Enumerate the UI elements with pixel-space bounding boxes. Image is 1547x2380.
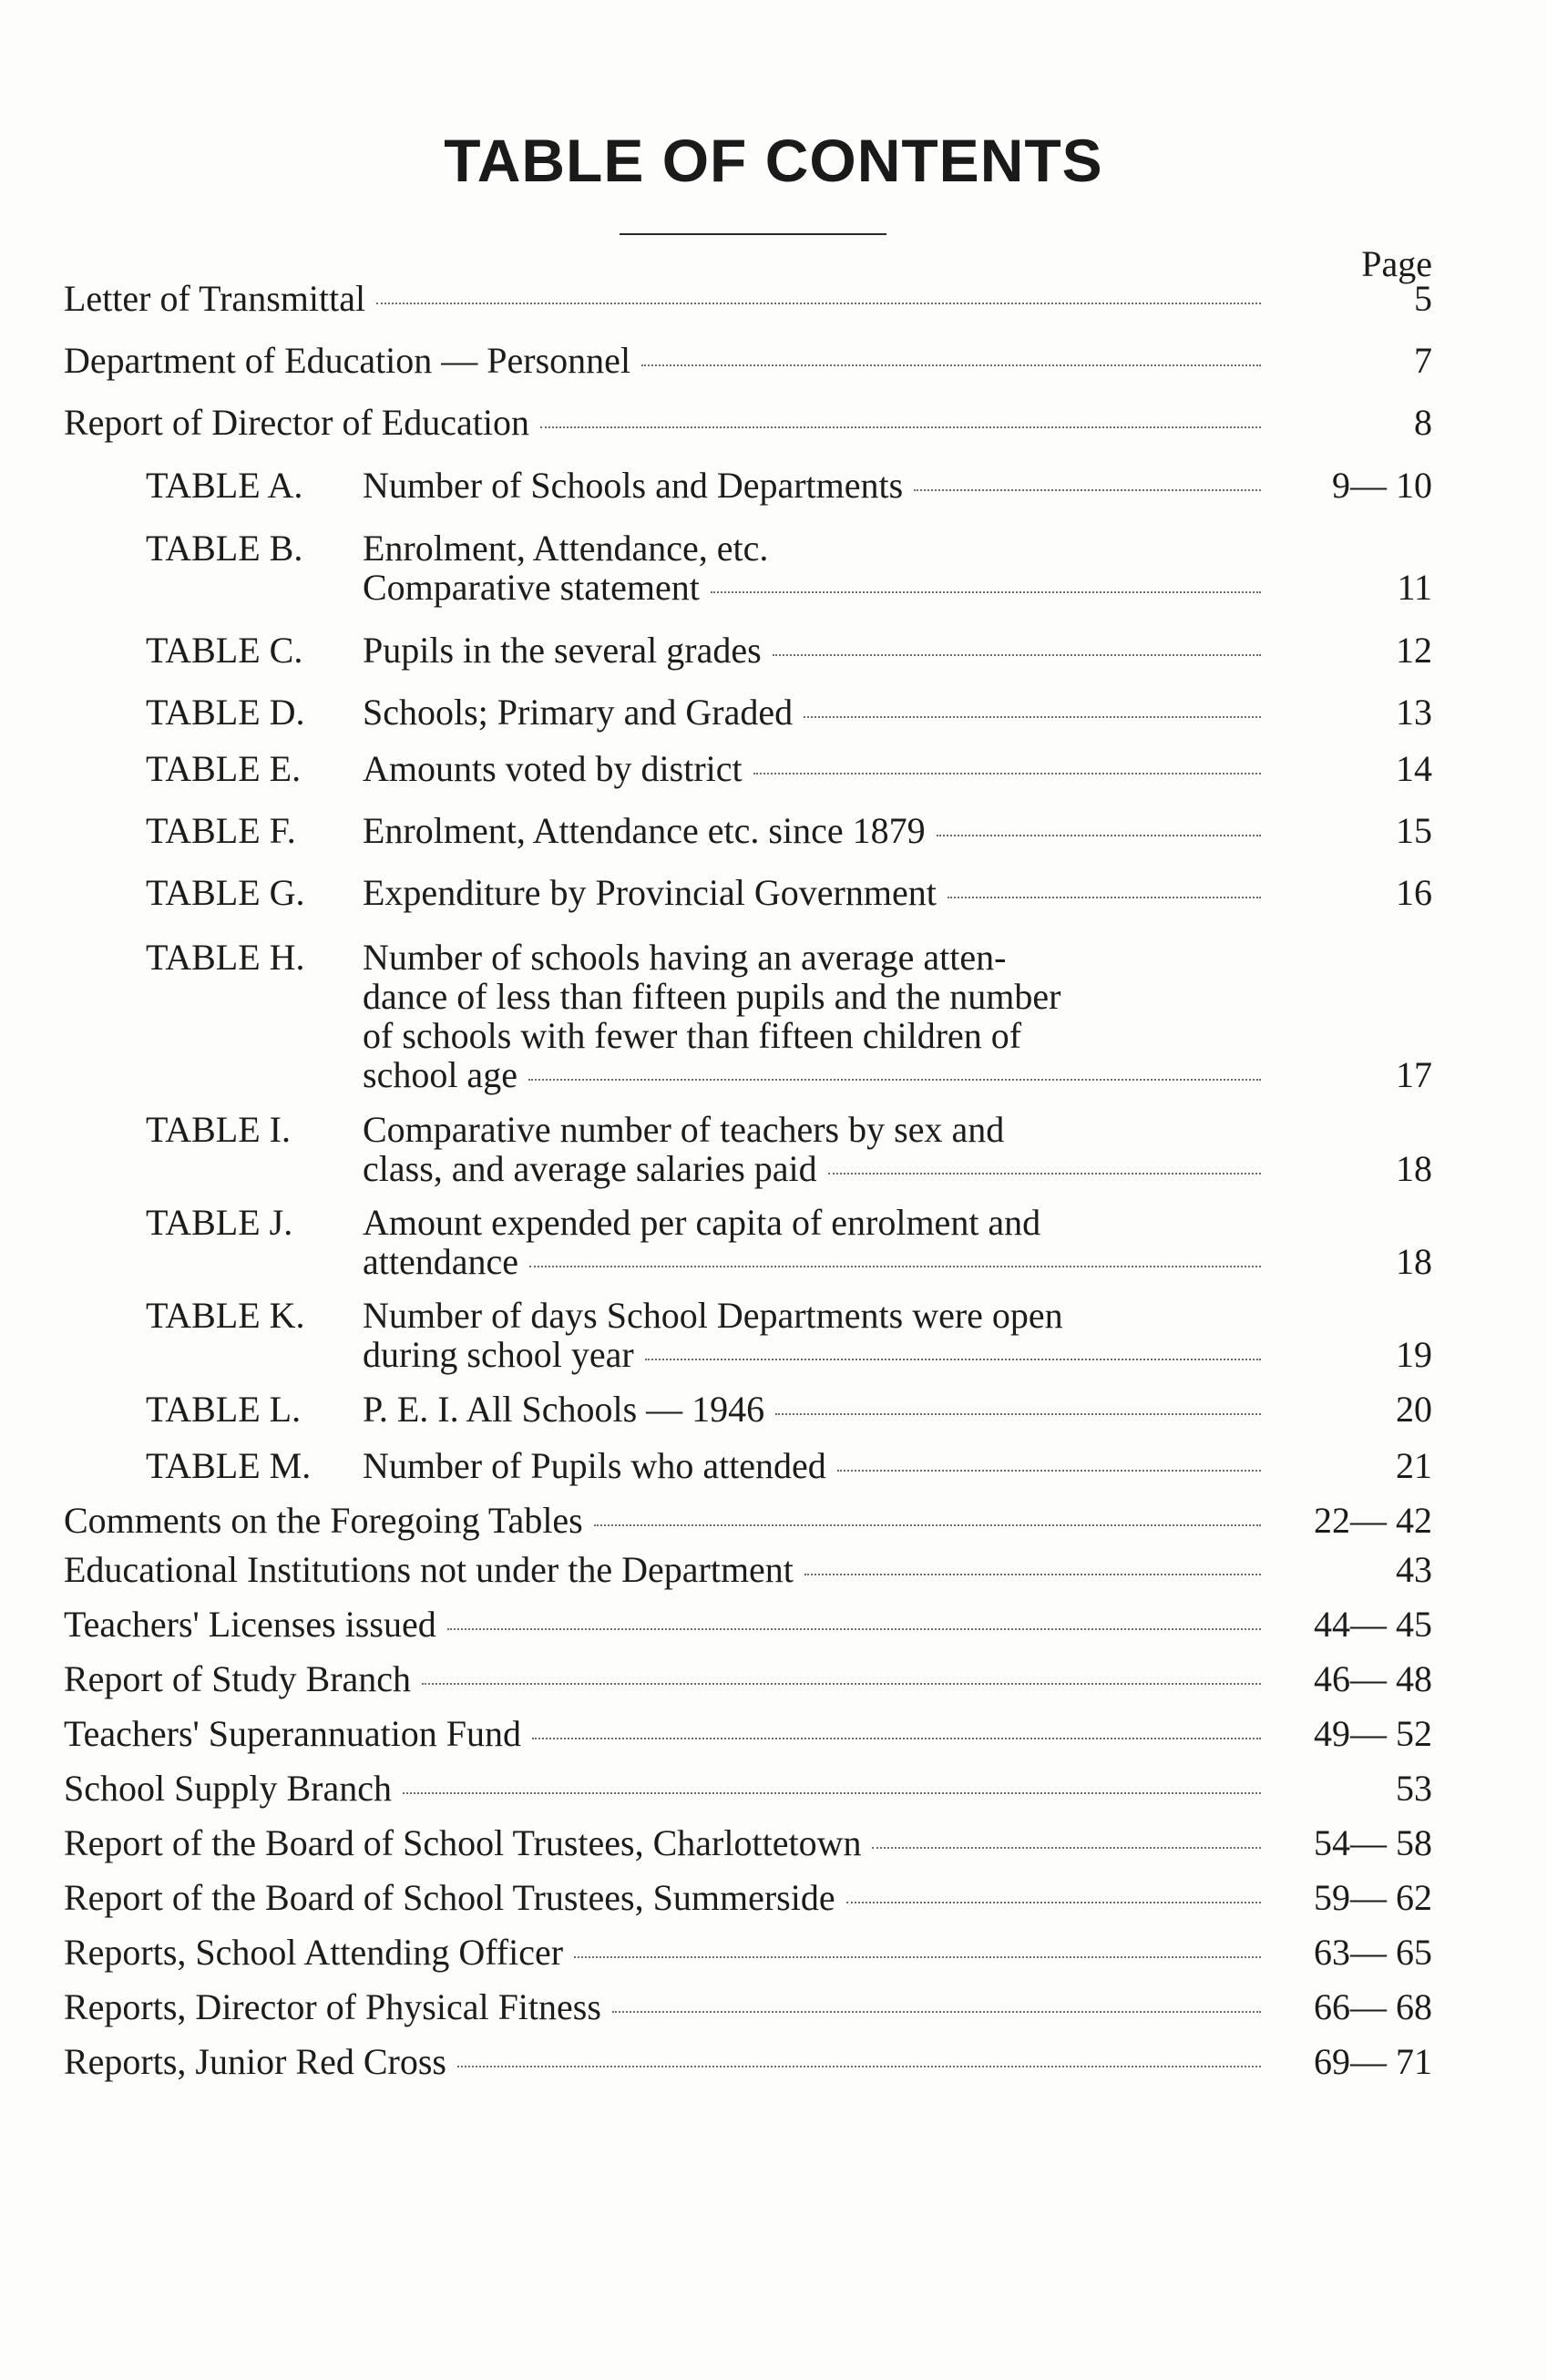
toc-entry-report-director[interactable] xyxy=(64,403,1432,442)
toc-entry-comments[interactable] xyxy=(64,1501,1432,1540)
table-label: TABLE C. xyxy=(146,630,303,671)
dot-leader xyxy=(422,1683,1261,1685)
table-title: Enrolment, Attendance etc. since 1879 xyxy=(363,810,926,851)
table-title: P. E. I. All Schools — 1946 xyxy=(363,1389,765,1430)
toc-entry-attending-officer[interactable] xyxy=(64,1933,1432,1972)
toc-entry-label: Teachers' Licenses issued xyxy=(64,1604,436,1645)
dot-leader xyxy=(828,1173,1261,1175)
toc-entry-label: Comments on the Foregoing Tables xyxy=(64,1500,583,1541)
toc-entry-page: 14 xyxy=(1396,748,1432,789)
toc-entry-physical-fitness[interactable] xyxy=(64,1987,1432,2026)
dot-leader xyxy=(711,591,1261,593)
table-title-line: Amount expended per capita of enrolment and xyxy=(363,1202,1041,1243)
table-title: Number of Schools and Departments xyxy=(363,465,904,506)
toc-table-l[interactable] xyxy=(146,1390,1432,1429)
dot-leader xyxy=(773,654,1261,656)
toc-entry-page: 8 xyxy=(1414,402,1432,443)
table-title-line: class, and average salaries paid xyxy=(363,1148,817,1189)
table-label: TABLE H. xyxy=(146,937,305,978)
toc-entry-trustees-summerside[interactable] xyxy=(64,1878,1432,1917)
dot-leader xyxy=(574,1956,1261,1958)
toc-table-j[interactable] xyxy=(146,1203,1432,1281)
table-title-line: Comparative statement xyxy=(363,567,700,608)
dot-leader xyxy=(804,716,1261,718)
toc-entry-label: Letter of Transmittal xyxy=(64,278,366,319)
table-title-line: attendance xyxy=(363,1241,518,1282)
toc-table-g[interactable] xyxy=(146,873,1432,912)
table-title-line: Enrolment, Attendance, etc. xyxy=(363,528,769,569)
toc-table-m[interactable] xyxy=(146,1446,1432,1485)
toc-entry-page: 53 xyxy=(1396,1768,1432,1809)
toc-table-c[interactable] xyxy=(146,631,1432,670)
toc-entry-page: 44— 45 xyxy=(1314,1604,1432,1645)
dot-leader xyxy=(846,1902,1261,1903)
toc-entry-trustees-charlottetown[interactable] xyxy=(64,1823,1432,1862)
toc-entry-page: 9— 10 xyxy=(1332,465,1432,506)
table-title-line: of schools with fewer than fifteen children of xyxy=(363,1015,1022,1056)
dot-leader xyxy=(753,773,1261,775)
toc-entry-label: Educational Institutions not under the Department xyxy=(64,1549,794,1590)
toc-entry-page: 18 xyxy=(1396,1148,1432,1189)
dot-leader xyxy=(872,1847,1261,1849)
toc-table-k[interactable] xyxy=(146,1296,1432,1374)
dot-leader xyxy=(403,1792,1261,1794)
toc-entry-page: 12 xyxy=(1396,630,1432,671)
table-label: TABLE G. xyxy=(146,872,305,913)
dot-leader xyxy=(641,364,1261,366)
toc-entry-junior-red-cross[interactable] xyxy=(64,2042,1432,2081)
toc-entry-page: 46— 48 xyxy=(1314,1658,1432,1699)
toc-table-i[interactable] xyxy=(146,1110,1432,1188)
dot-leader xyxy=(528,1079,1261,1081)
dot-leader xyxy=(837,1470,1261,1472)
toc-entry-label: Department of Education — Personnel xyxy=(64,340,631,381)
toc-entry-page: 20 xyxy=(1396,1389,1432,1430)
toc-table-f[interactable] xyxy=(146,811,1432,850)
table-label: TABLE L. xyxy=(146,1389,302,1430)
table-title-line: dance of less than fifteen pupils and the number xyxy=(363,976,1061,1017)
table-title-line: Comparative number of teachers by sex and xyxy=(363,1109,1005,1150)
toc-table-a[interactable] xyxy=(146,466,1432,505)
toc-entry-page: 66— 68 xyxy=(1314,1986,1432,2027)
toc-entry-page: 11 xyxy=(1397,567,1432,608)
toc-entry-superannuation[interactable] xyxy=(64,1714,1432,1753)
table-label: TABLE E. xyxy=(146,748,302,789)
toc-entry-label: Reports, Junior Red Cross xyxy=(64,2041,446,2082)
toc-entry-supply-branch[interactable] xyxy=(64,1769,1432,1808)
toc-entry-page: 18 xyxy=(1396,1241,1432,1282)
table-title-line: during school year xyxy=(363,1334,634,1375)
toc-entry-page: 43 xyxy=(1396,1549,1432,1590)
toc-table-h[interactable] xyxy=(146,938,1432,1094)
toc-entry-page: 59— 62 xyxy=(1314,1877,1432,1918)
toc-entry-label: Reports, Director of Physical Fitness xyxy=(64,1986,601,2027)
dot-leader xyxy=(447,1628,1261,1630)
toc-entry-page: 21 xyxy=(1396,1445,1432,1486)
toc-entry-page: 13 xyxy=(1396,692,1432,733)
table-label: TABLE M. xyxy=(146,1445,312,1486)
dot-leader xyxy=(612,2011,1261,2013)
table-title-line: school age xyxy=(363,1054,517,1095)
table-label: TABLE A. xyxy=(146,465,303,506)
table-label: TABLE K. xyxy=(146,1295,305,1336)
dot-leader xyxy=(457,2066,1261,2067)
toc-entry-page: 54— 58 xyxy=(1314,1822,1432,1863)
table-label: TABLE F. xyxy=(146,810,296,851)
page-column-header: Page xyxy=(1361,243,1432,284)
toc-entry-page: 22— 42 xyxy=(1314,1500,1432,1541)
dot-leader xyxy=(804,1574,1261,1575)
toc-table-e[interactable] xyxy=(146,749,1432,788)
dot-leader xyxy=(937,835,1261,836)
table-title: Amounts voted by district xyxy=(363,748,743,789)
title-divider xyxy=(620,233,886,235)
toc-entry-institutions[interactable] xyxy=(64,1550,1432,1589)
dot-leader xyxy=(376,303,1261,304)
table-title-line: Number of days School Departments were open xyxy=(363,1295,1063,1336)
toc-entry-page: 5 xyxy=(1414,278,1432,319)
table-title-line: Number of schools having an average atten- xyxy=(363,937,1007,978)
toc-entry-page: 16 xyxy=(1396,872,1432,913)
dot-leader xyxy=(594,1524,1261,1526)
dot-leader xyxy=(948,897,1261,898)
dot-leader xyxy=(529,1266,1261,1267)
dot-leader xyxy=(645,1359,1261,1360)
toc-entry-label: Teachers' Superannuation Fund xyxy=(64,1713,522,1754)
table-title: Schools; Primary and Graded xyxy=(363,692,794,733)
toc-entry-page: 69— 71 xyxy=(1314,2041,1432,2082)
toc-entry-licenses[interactable] xyxy=(64,1605,1432,1644)
dot-leader xyxy=(914,489,1261,491)
table-label: TABLE J. xyxy=(146,1202,293,1243)
dot-leader xyxy=(532,1738,1261,1739)
toc-entry-label: Report of Director of Education xyxy=(64,402,529,443)
toc-table-d[interactable] xyxy=(146,692,1432,732)
table-label: TABLE B. xyxy=(146,528,303,569)
table-title: Pupils in the several grades xyxy=(363,630,762,671)
toc-entry-label: School Supply Branch xyxy=(64,1768,392,1809)
toc-entry-page: 17 xyxy=(1396,1054,1432,1095)
toc-entry-page: 15 xyxy=(1396,810,1432,851)
toc-table-b[interactable] xyxy=(146,528,1432,607)
toc-entry-label: Report of the Board of School Trustees, Summerside xyxy=(64,1877,835,1918)
toc-entry-label: Reports, School Attending Officer xyxy=(64,1932,564,1973)
toc-entry-page: 7 xyxy=(1414,340,1432,381)
table-title: Number of Pupils who attended xyxy=(363,1445,826,1486)
page-title: TABLE OF CONTENTS xyxy=(444,127,1103,194)
table-title: Expenditure by Provincial Government xyxy=(363,872,937,913)
toc-entry-study-branch[interactable] xyxy=(64,1659,1432,1698)
table-label: TABLE D. xyxy=(146,692,305,733)
toc-entry-department-personnel[interactable] xyxy=(64,341,1432,380)
toc-entry-page: 63— 65 xyxy=(1314,1932,1432,1973)
toc-entry-label: Report of the Board of School Trustees, Charlottetown xyxy=(64,1822,862,1863)
table-label: TABLE I. xyxy=(146,1109,291,1150)
dot-leader xyxy=(775,1413,1261,1415)
toc-entry-page: 49— 52 xyxy=(1314,1713,1432,1754)
toc-entry-label: Report of Study Branch xyxy=(64,1658,412,1699)
dot-leader xyxy=(540,426,1261,428)
toc-entry-page: 19 xyxy=(1396,1334,1432,1375)
toc-entry-letter-of-transmittal[interactable] xyxy=(64,279,1432,318)
